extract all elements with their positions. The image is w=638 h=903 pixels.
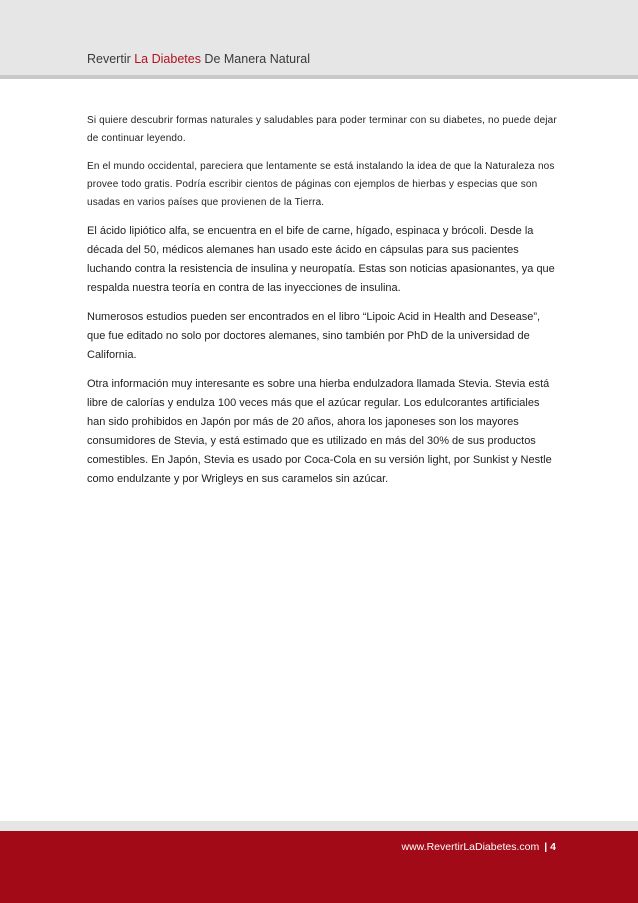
page-number: 4: [550, 841, 556, 853]
header-rule: [0, 75, 638, 79]
paragraph-estudios: Numerosos estudios pueden ser encontrados en el libro “Lipoic Acid in Health and Desease”, que fue editado no solo por doctores alemanes, sino también por PhD de la universidad de California.: [87, 311, 541, 361]
paragraph-stevia: Otra información muy interesante es sobre una hierba endulzadora llamada Stevia. Stevia está libre de calorías y endulza 100 veces más que el azúcar regular. Los edulcorantes artificiales han sido prohibidos en Japón por más de 20 años, ahora los japoneses son los mayores consumidores de Stevia, y está estimado que es utilizado en más del 30% de sus productos comestibles. En Japón, Stevia es usado por Coca-Cola en su versión light, por Sunkist y Nestle como endulzante y por Wrigleys en sus caramelos sin azúcar.: [87, 378, 552, 485]
page-footer: [0, 831, 638, 903]
paragraph-acido-lipoico: El ácido lipiótico alfa, se encuentra en el bife de carne, hígado, espinaca y brócoli. Desde la década del 50, médicos alemanes han usado este ácido en cápsulas para sus pacientes luchando contra la resistencia de insulina y neuropatía. Estas son noticias apasionantes, ya que respalda nuestra teoría en contra de las inyecciones de insulina.: [87, 225, 555, 294]
paragraph-intro: Si quiere descubrir formas naturales y saludables para poder terminar con su diabetes, no puede dejar de continuar leyendo.: [87, 115, 557, 144]
header-title-accent: La Diabetes: [134, 52, 201, 66]
page-body: [87, 112, 557, 499]
footer-separator: |: [544, 841, 548, 853]
footer-url: www.RevertirLaDiabetes.com: [401, 841, 540, 853]
header-title-part1: Revertir: [87, 52, 135, 66]
paragraph-occidental: En el mundo occidental, pareciera que lentamente se está instalando la idea de que la Naturaleza nos provee todo gratis. Podría escribir cientos de páginas con ejemplos de hierbas y especias que son usadas en varios países que provienen de la Tierra.: [87, 161, 555, 208]
page-header: [0, 0, 638, 76]
header-title: [87, 52, 310, 66]
footer-text: [401, 841, 556, 853]
footer-band: [0, 821, 638, 831]
header-title-part2: De Manera Natural: [200, 52, 311, 66]
